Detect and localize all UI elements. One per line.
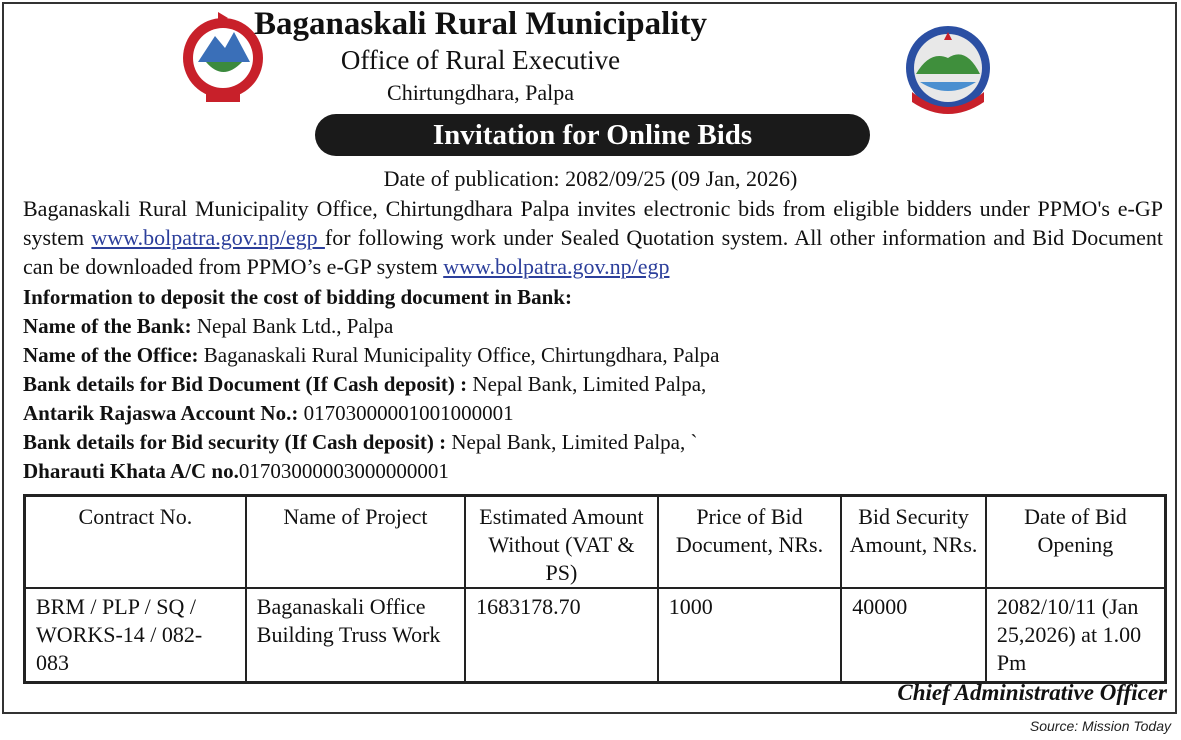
bank-row-value: 01703000003000000001	[238, 459, 449, 483]
bid-table	[23, 494, 1167, 684]
egp-link-1[interactable]: www.bolpatra.gov.np/egp	[91, 225, 325, 250]
bank-row-value: Nepal Bank, Limited Palpa, `	[446, 430, 698, 454]
contract-no-cell: BRM / PLP / SQ / WORKS-14 / 082-083	[25, 588, 246, 683]
bank-row	[23, 312, 1163, 341]
bank-row-value: Nepal Bank Ltd., Palpa	[191, 314, 394, 338]
bank-row-label: Name of the Bank:	[23, 314, 192, 338]
publication-date-text: Date of publication: 2082/09/25 (09 Jan, 2026)	[383, 166, 798, 191]
egp-link-2[interactable]: www.bolpatra.gov.np/egp	[443, 254, 670, 279]
table-header-row	[25, 496, 1166, 589]
estimated-amount-cell: 1683178.70	[465, 588, 658, 683]
bank-row-label: Bank details for Bid Document (If Cash deposit) :	[23, 372, 468, 396]
bid-security-cell: 40000	[841, 588, 986, 683]
bank-row	[23, 457, 1163, 486]
office-name: Office of Rural Executive	[340, 45, 621, 75]
publication-date	[0, 166, 1181, 192]
column-header: Price of Bid Document, NRs.	[658, 496, 842, 589]
signatory: Chief Administrative Officer	[897, 680, 1167, 705]
source-credit: Source: Mission Today	[1029, 718, 1171, 734]
table-row	[25, 588, 1166, 683]
column-header: Estimated Amount Without (VAT & PS)	[465, 496, 658, 589]
bank-row-value: Nepal Bank, Limited Palpa,	[467, 372, 707, 396]
intro-text-2: for following work under Sealed Quotation system. All other information and Bid Document can be downloaded from PPMO’s e-GP system	[23, 225, 1163, 279]
office-location: Chirtungdhara, Palpa	[387, 80, 574, 105]
column-header: Name of Project	[246, 496, 465, 589]
bank-row	[23, 341, 1163, 370]
intro-text-1: Baganaskali Rural Municipality Office, Chirtungdhara Palpa invites electronic bids from eligible bidders under PPMO's e-GP system	[23, 196, 1163, 250]
bank-heading-text: Information to deposit the cost of bidding document in Bank:	[23, 285, 572, 309]
column-header: Bid Security Amount, NRs.	[841, 496, 986, 589]
bank-row	[23, 399, 1163, 428]
bank-info	[23, 283, 1163, 486]
bank-row-label: Antarik Rajaswa Account No.:	[23, 401, 299, 425]
bid-opening-date-cell: 2082/10/11 (Jan 25,2026) at 1.00 Pm	[986, 588, 1166, 683]
organization-name: Baganaskali Rural Municipality	[254, 6, 707, 42]
bank-row-label: Dharauti Khata A/C no.	[23, 459, 239, 483]
bank-row	[23, 370, 1163, 399]
notice-banner: Invitation for Online Bids	[315, 114, 870, 156]
intro-paragraph	[23, 194, 1163, 281]
bank-row	[23, 428, 1163, 457]
bid-document-price-cell: 1000	[658, 588, 842, 683]
bank-row-label: Name of the Office:	[23, 343, 199, 367]
column-header: Contract No.	[25, 496, 246, 589]
bank-row-label: Bank details for Bid security (If Cash deposit) :	[23, 430, 447, 454]
bank-row-value: Baganaskali Rural Municipality Office, Chirtungdhara, Palpa	[198, 343, 720, 367]
column-header: Date of Bid Opening	[986, 496, 1166, 589]
bank-row-value: 01703000001001000001	[298, 401, 514, 425]
project-name-cell: Baganaskali Office Building Truss Work	[246, 588, 465, 683]
bank-info-heading	[23, 283, 1163, 312]
